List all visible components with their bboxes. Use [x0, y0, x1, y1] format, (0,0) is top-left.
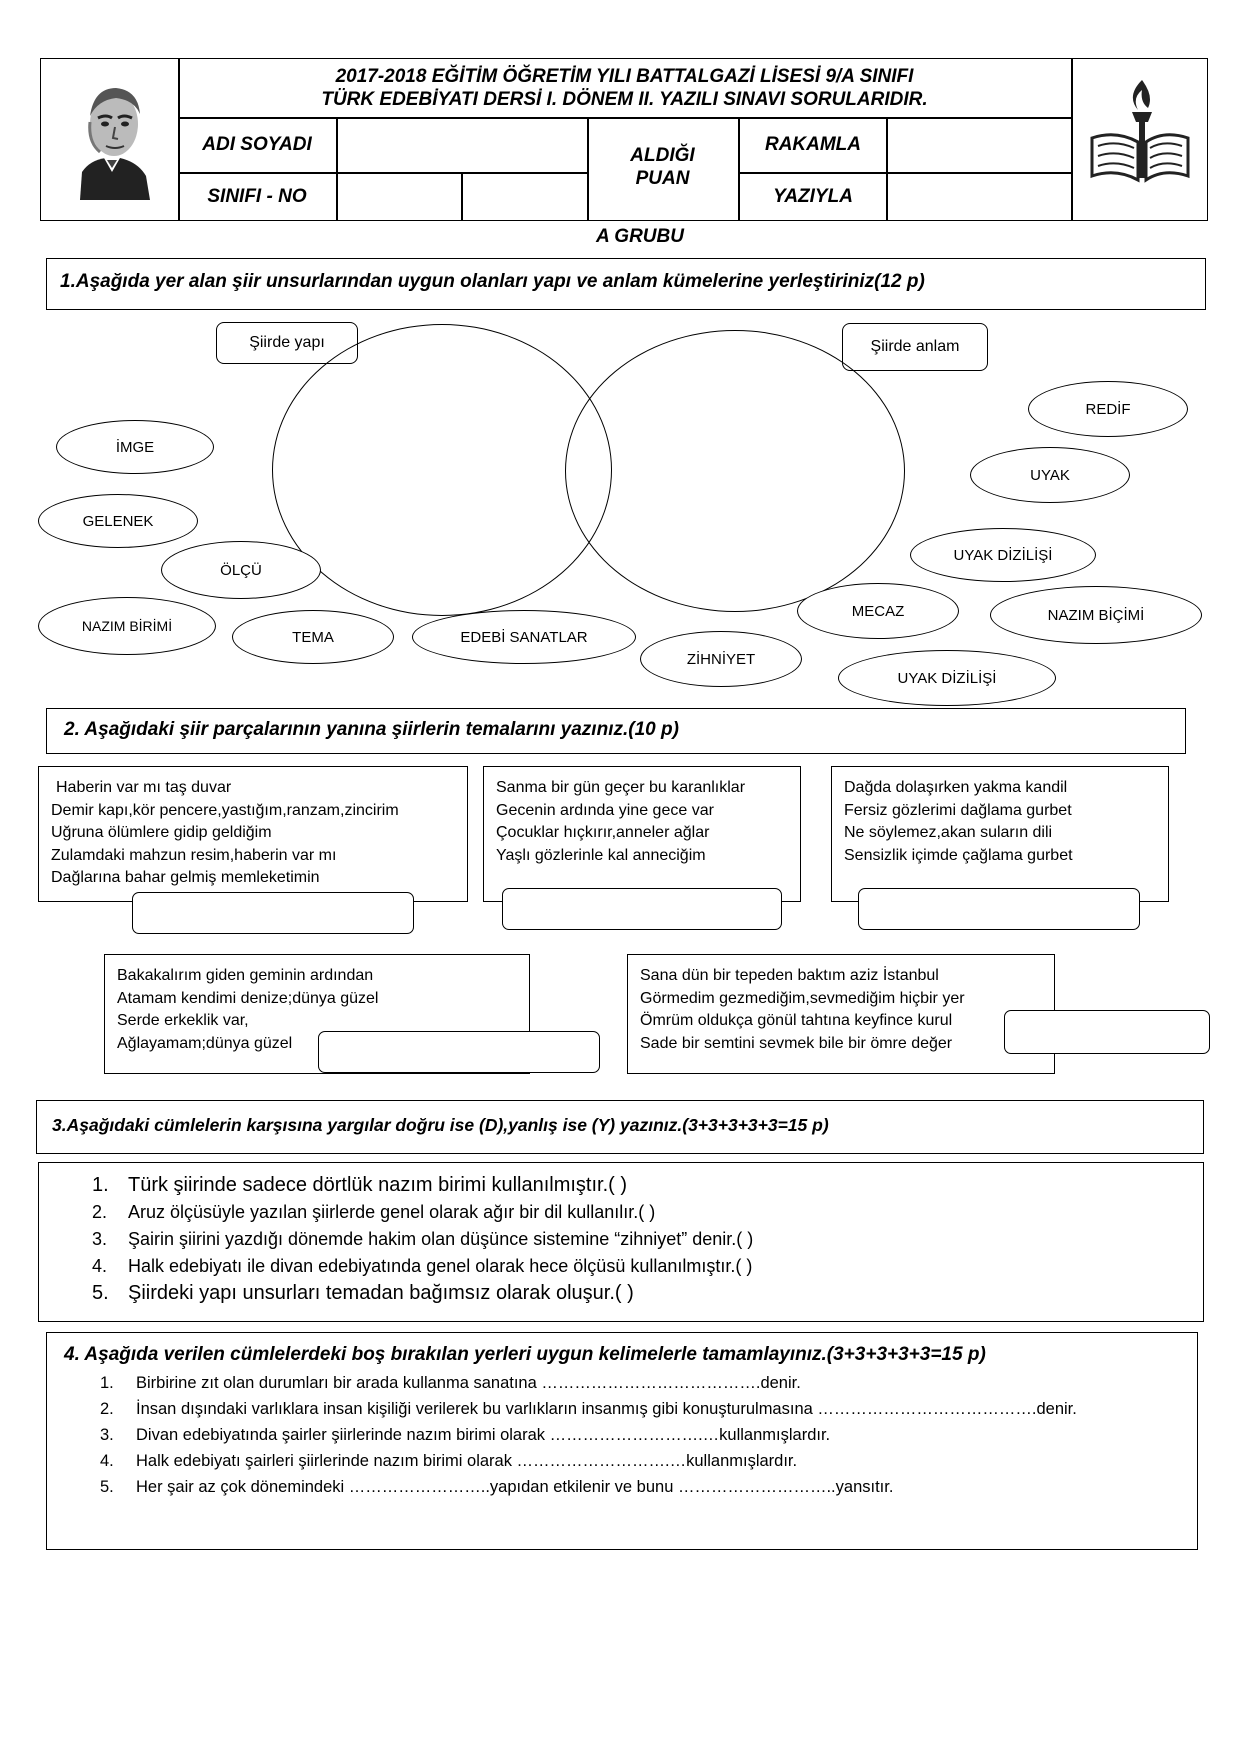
q2-title: 2. Aşağıdaki şiir parçalarının yanına şiirlerin temalarını yazınız.(10 p)	[64, 719, 679, 740]
term-uyak[interactable]: UYAK	[970, 447, 1130, 503]
poem-line: Çocuklar hıçkırır,anneler ağlar	[496, 824, 710, 841]
poem-line: Fersiz gözlerimi dağlama gurbet	[844, 801, 1072, 819]
q3-statement: 4. Halk edebiyatı ile divan edebiyatında genel olarak hece ölçüsü kullanılmıştır.( )	[92, 1256, 753, 1276]
number-field[interactable]	[463, 173, 587, 221]
class-field[interactable]	[338, 173, 461, 221]
meb-emblem-icon	[1086, 76, 1194, 190]
group-label: A GRUBU	[596, 225, 684, 247]
header-divider-right	[1071, 58, 1073, 221]
poem-box-1	[38, 766, 468, 902]
set-label-meaning: Şiirde anlam	[842, 323, 988, 371]
q3-statement-list	[92, 1172, 753, 1307]
term-nazim-birimi[interactable]: NAZIM BİRİMİ	[38, 597, 216, 655]
theme-answer-1[interactable]	[132, 892, 414, 934]
term-redif[interactable]: REDİF	[1028, 381, 1188, 437]
digits-label: RAKAMLA	[764, 133, 862, 155]
poem-line: Zulamdaki mahzun resim,haberin var mı	[51, 846, 337, 864]
q4-sentence: 4. Halk edebiyatı şairleri şiirlerinde nazım birimi olarak ……………………….…kullanmışlardır.	[100, 1452, 798, 1470]
poem-box-3	[831, 766, 1169, 902]
poem-line: Atamam kendimi denize;dünya güzel	[117, 989, 379, 1007]
poem-line: Demir kapı,kör pencere,yastığım,ranzam,zincirim	[51, 801, 399, 819]
poem-line: Uğruna ölümlere gidip geldiğim	[51, 824, 272, 841]
venn-set-structure[interactable]	[272, 324, 612, 616]
poem-line: Gecenin ardında yine gece var	[496, 801, 714, 819]
term-uyak-dizilisi-2[interactable]: UYAK DİZİLİŞİ	[838, 650, 1056, 706]
poem-line: Ne söylemez,akan suların dili	[844, 824, 1053, 841]
exam-title-line2: TÜRK EDEBİYATI DERSİ I. DÖNEM II. YAZILI SINAVI SORULARIDIR.	[321, 88, 928, 110]
poem-line: Görmedim gezmediğim,sevmediğim hiçbir yer	[640, 989, 965, 1007]
term-zihniyet[interactable]: ZİHNİYET	[640, 631, 802, 687]
poem-line: Dağda dolaşırken yakma kandil	[844, 779, 1068, 796]
q3-statement: 5. Şiirdeki yapı unsurları temadan bağımsız olarak oluşur.( )	[92, 1282, 634, 1304]
q4-sentence: 1. Birbirine zıt olan durumları bir arada kullanma sanatına ………………………………….denir.	[100, 1374, 801, 1392]
poem-box-2	[483, 766, 801, 902]
q3-statement: 3. Şairin şiirini yazdığı dönemde hakim olan düşünce sistemine “zihniyet” denir.( )	[92, 1229, 754, 1249]
q3-statement: 1. Türk şiirinde sadece dörtlük nazım birimi kullanılmıştır.( )	[92, 1174, 628, 1196]
venn-set-meaning[interactable]	[565, 330, 905, 612]
poem-line: Serde erkeklik var,	[117, 1012, 249, 1029]
term-edebi-sanatlar[interactable]: EDEBİ SANATLAR	[412, 610, 636, 664]
poem-line: Ömrüm oldukça gönül tahtına keyfince kurul	[640, 1012, 953, 1029]
term-imge[interactable]: İMGE	[56, 420, 214, 474]
theme-answer-2[interactable]	[502, 888, 782, 930]
exam-title	[178, 60, 1071, 117]
poem-line: Sade bir semtini sevmek bile bir ömre değer	[640, 1034, 953, 1052]
poem-line: Yaşlı gözlerinle kal anneciğim	[496, 846, 706, 864]
score-digits-field[interactable]	[888, 118, 1071, 172]
words-label: YAZIYLA	[773, 185, 853, 207]
term-uyak-dizilisi-1[interactable]: UYAK DİZİLİŞİ	[910, 528, 1096, 582]
term-nazim-bicimi[interactable]: NAZIM BİÇİMİ	[990, 586, 1202, 644]
poem-line: Sensizlik içimde çağlama gurbet	[844, 846, 1073, 864]
score-label: ALDIĞI PUAN	[630, 145, 695, 189]
poem-box-5	[627, 954, 1055, 1074]
poem-line: Dağlarına bahar gelmiş memleketimin	[51, 869, 320, 886]
theme-answer-4[interactable]	[318, 1031, 600, 1073]
name-field[interactable]	[338, 118, 587, 172]
q3-statement: 2. Aruz ölçüsüyle yazılan şiirlerde genel olarak ağır bir dil kullanılır.( )	[92, 1202, 656, 1222]
name-label: ADI SOYADI	[202, 133, 312, 155]
theme-answer-3[interactable]	[858, 888, 1140, 930]
q4-sentence-list	[100, 1370, 1077, 1500]
term-mecaz[interactable]: MECAZ	[797, 583, 959, 639]
term-olcu[interactable]: ÖLÇÜ	[161, 541, 321, 599]
q4-title: 4. Aşağıda verilen cümlelerdeki boş bırakılan yerleri uygun kelimelerle tamamlayınız.(3+3+3+3+3=15 p)	[64, 1344, 986, 1365]
exam-title-line1: 2017-2018 EĞİTİM ÖĞRETİM YILI BATTALGAZİ LİSESİ 9/A SINIFI	[335, 65, 914, 87]
poem-line: Bakakalırım giden geminin ardından	[117, 967, 374, 984]
term-tema[interactable]: TEMA	[232, 610, 394, 664]
poem-line: Ağlayamam;dünya güzel	[117, 1034, 293, 1052]
class-label: SINIFI - NO	[207, 185, 307, 207]
term-gelenek[interactable]: GELENEK	[38, 494, 198, 548]
set-label-structure: Şiirde yapı	[216, 322, 358, 364]
score-words-field[interactable]	[888, 173, 1071, 221]
q3-title: 3.Aşağıdaki cümlelerin karşısına yargılar doğru ise (D),yanlış ise (Y) yazınız.(3+3+3+3+3=15 p)	[52, 1115, 829, 1135]
portrait-icon	[60, 72, 164, 200]
poem-line: Haberin var mı taş duvar	[56, 779, 232, 796]
q4-sentence: 2. İnsan dışındaki varlıklara insan kişiliği verilerek bu varlıkların insanmış gibi konuşturulmasına ………………………………….denir.	[100, 1400, 1077, 1418]
q1-title: 1.Aşağıda yer alan şiir unsurlarından uygun olanları yapı ve anlam kümelerine yerleştiriniz(12 p)	[60, 271, 925, 292]
poem-line: Sanma bir gün geçer bu karanlıklar	[496, 779, 746, 796]
q4-sentence: 5. Her şair az çok dönemindeki ……………………..yapıdan etkilenir ve bunu ………………………..yansıtır.	[100, 1478, 894, 1496]
poem-line: Sana dün bir tepeden baktım aziz İstanbul	[640, 967, 939, 984]
q4-sentence: 3. Divan edebiyatında şairler şiirlerinde nazım birimi olarak ……………………….…kullanmışlardır.	[100, 1426, 831, 1444]
theme-answer-5[interactable]	[1004, 1010, 1210, 1054]
